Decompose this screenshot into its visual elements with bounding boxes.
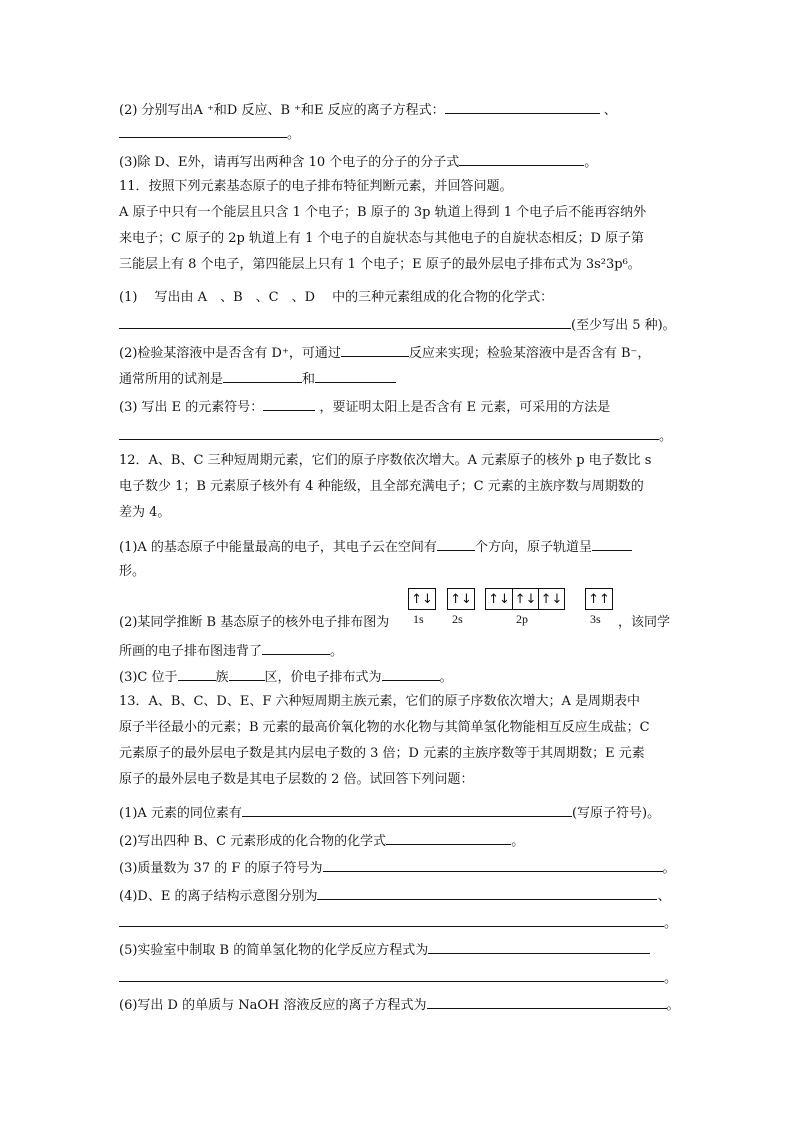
answer-blank[interactable] — [119, 124, 287, 138]
line-text: 、 — [657, 889, 671, 904]
answer-blank[interactable] — [592, 537, 632, 551]
line-text: 反应来实现；检验某溶液中是否含有 B⁻， — [408, 346, 651, 361]
text-line-l10 — [119, 343, 650, 363]
text-line-l5 — [119, 204, 646, 222]
line-text: 。 — [666, 998, 680, 1013]
orbital-label: 3s — [590, 612, 601, 626]
line-text: (3)C 位于 — [119, 670, 178, 685]
answer-blank[interactable] — [437, 537, 475, 551]
text-line-l19b — [618, 614, 670, 632]
answer-blank[interactable] — [223, 369, 302, 383]
orbital-cell: ↑↓ — [488, 591, 510, 607]
line-text: (3)除 D、E外，请再写出两种含 10 个电子的分子的分子式 — [119, 155, 460, 170]
orbital-cell: ↑↓ — [538, 589, 564, 609]
answer-blank[interactable] — [315, 369, 396, 383]
text-line-l2 — [119, 124, 300, 144]
text-line-l17 — [119, 537, 632, 557]
text-line-l11 — [119, 369, 396, 389]
line-text: (1)A 的基态原子中能量最高的电子，其电子云在空间有 — [119, 540, 437, 555]
text-line-l23 — [119, 719, 650, 737]
orbital-label: 1s — [413, 612, 424, 626]
line-text: 三能层上有 8 个电子，第四能层上只有 1 个电子；E 原子的最外层电子排布式为 3s²3p⁶。 — [119, 257, 641, 272]
line-text: (至少写出 5 种)。 — [571, 318, 676, 333]
answer-blank[interactable] — [178, 667, 216, 681]
text-line-l22 — [119, 693, 640, 711]
line-text: (2)某同学推断 B 基态原子的核外电子排布图为 — [119, 615, 390, 630]
line-text: (1) 写出由 A 、B 、C 、D 中的三种元素组成的化合物的化学式： — [119, 290, 554, 305]
line-text: 。 — [439, 670, 453, 685]
text-line-l30 — [119, 913, 677, 933]
line-text: 个方向，原子轨道呈 — [474, 540, 592, 555]
line-text: 电子数少 1；B 元素原子核外有 4 种能级，且全部充满电子；C 元素的主族序数与周期数的 — [119, 479, 644, 494]
text-line-l26 — [119, 803, 660, 823]
text-line-l21 — [119, 667, 453, 687]
text-line-l31 — [119, 940, 650, 960]
line-text: (2)写出四种 B、C 元素形成的化合物的化学式 — [119, 834, 387, 849]
orbital-label: 2s — [452, 612, 463, 626]
answer-blank[interactable] — [386, 831, 511, 845]
text-line-l4 — [119, 178, 513, 196]
answer-blank[interactable] — [242, 803, 572, 817]
line-text: 。 — [330, 644, 344, 659]
text-line-l8 — [119, 289, 553, 307]
line-text: 差为 4。 — [119, 505, 171, 520]
text-line-l24 — [119, 745, 645, 763]
line-text: 所画的电子排布图违背了 — [119, 644, 263, 659]
text-line-l9 — [119, 315, 676, 335]
text-line-l1 — [119, 100, 617, 120]
line-text: 。 — [659, 429, 673, 444]
line-text: 。 — [287, 127, 301, 142]
line-text: (5)实验室中制取 B 的简单氢化物的化学反应方程式为 — [119, 943, 429, 958]
line-text: 元素原子的最外层电子数是其内层电子数的 3 倍；D 元素的主族序数等于其周期数；E 元素 — [119, 746, 645, 761]
line-text: (3) 写出 E 的元素符号： — [119, 400, 264, 415]
text-line-l15 — [119, 478, 644, 496]
text-line-l28 — [119, 858, 676, 878]
answer-blank[interactable] — [382, 667, 440, 681]
text-line-l12 — [119, 397, 610, 417]
answer-blank[interactable] — [428, 940, 650, 954]
orbital-box-2s — [447, 588, 475, 610]
orbital-box-1s — [408, 588, 436, 610]
orbital-cell: ↑↓ — [450, 591, 472, 607]
line-text: (2)检验某溶液中是否含有 D⁺，可通过 — [119, 346, 341, 361]
line-text: 通常所用的试剂是 — [119, 372, 224, 387]
line-text: 。 — [664, 971, 678, 986]
text-line-l7 — [119, 256, 641, 274]
line-text: 原子的最外层电子数是其电子层数的 2 倍。试回答下列问题： — [119, 772, 474, 787]
line-text: (4)D、E 的离子结构示意图分别为 — [119, 889, 318, 904]
text-line-l3 — [119, 152, 597, 172]
text-line-l32 — [119, 968, 677, 988]
answer-blank[interactable] — [341, 343, 409, 357]
line-text: 。 — [662, 861, 676, 876]
answer-blank[interactable] — [317, 886, 657, 900]
text-line-l29 — [119, 886, 670, 906]
answer-blank[interactable] — [229, 667, 265, 681]
answer-blank[interactable] — [427, 995, 667, 1009]
answer-blank[interactable] — [119, 315, 571, 329]
line-text: (2) 分别写出A ⁺和D 反应、B ⁺和E 反应的离子方程式： — [119, 103, 445, 118]
text-line-l25 — [119, 771, 474, 789]
text-line-l18 — [119, 563, 145, 581]
line-text: 12．A、B、C 三种短周期元素，它们的原子序数依次增大。A 元素原子的核外 p 电子数比 s — [119, 453, 652, 468]
orbital-box-2p — [485, 588, 565, 610]
line-text: ，要证明太阳上是否含有 E 元素，可采用的方法是 — [315, 400, 611, 415]
line-text: 形。 — [119, 564, 146, 579]
line-text: 和 — [302, 372, 316, 387]
line-text: (3)质量数为 37 的 F 的原子符号为 — [119, 861, 323, 876]
orbital-cell: ↑↑ — [588, 591, 610, 607]
answer-blank[interactable] — [445, 100, 600, 114]
line-text: 来电子；C 原子的 2p 轨道上有 1 个电子的自旋状态与其他电子的自旋状态相反；D 原子第 — [119, 231, 645, 246]
line-text: 族 — [215, 670, 229, 685]
orbital-label: 2p — [516, 612, 528, 626]
line-text: 、 — [599, 103, 617, 118]
text-line-l16 — [119, 504, 170, 522]
line-text: 。 — [664, 916, 678, 931]
orbital-cell: ↑↓ — [512, 589, 538, 609]
answer-blank[interactable] — [459, 152, 584, 166]
line-text: (1)A 元素的同位素有 — [119, 806, 242, 821]
text-line-l27 — [119, 831, 524, 851]
orbital-box-3s — [585, 588, 613, 610]
line-text: (写原子符号)。 — [571, 806, 661, 821]
text-line-l13 — [119, 426, 672, 446]
orbital-cell: ↑↓ — [411, 591, 433, 607]
line-text: 原子半径最小的元素；B 元素的最高价氧化物的水化物与其简单氢化物能相互反应生成盐；C — [119, 720, 650, 735]
line-text: ，该同学 — [618, 615, 671, 630]
line-text: 区，价电子排布式为 — [264, 670, 382, 685]
text-line-l14 — [119, 452, 651, 470]
line-text: (6)写出 D 的单质与 NaOH 溶液反应的离子方程式为 — [119, 998, 427, 1013]
text-line-l6 — [119, 230, 644, 248]
text-line-l19 — [119, 614, 389, 632]
line-text: 。 — [584, 155, 598, 170]
answer-blank[interactable] — [263, 397, 315, 411]
answer-blank[interactable] — [262, 641, 330, 655]
line-text: 13．A、B、C、D、E、F 六种短周期主族元素，它们的原子序数依次增大；A 是周期表中 — [119, 694, 641, 709]
answer-blank[interactable] — [119, 426, 659, 440]
text-line-l33 — [119, 995, 680, 1015]
answer-blank[interactable] — [119, 968, 664, 982]
line-text: A 原子中只有一个能层且只含 1 个电子；B 原子的 3p 轨道上得到 1 个电子后不能再容纳外 — [119, 205, 647, 220]
text-line-l20 — [119, 641, 343, 661]
answer-blank[interactable] — [323, 858, 663, 872]
answer-blank[interactable] — [119, 913, 664, 927]
line-text: 。 — [511, 834, 525, 849]
line-text: 11．按照下列元素基态原子的电子排布特征判断元素，并回答问题。 — [119, 179, 513, 194]
